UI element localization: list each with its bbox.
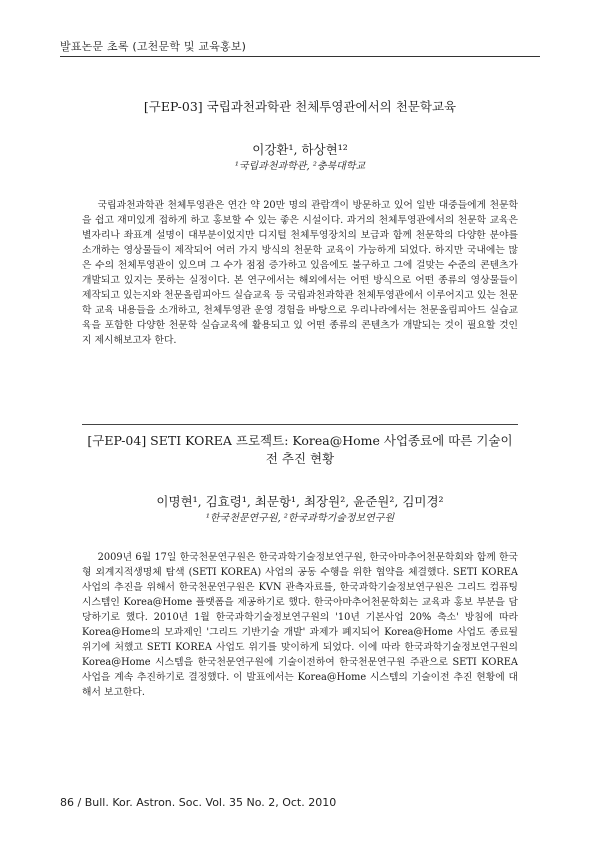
abstract-authors: 이강환¹, 하상현¹² — [252, 142, 348, 157]
abstract-authors: 이명현¹, 김효령¹, 최문항¹, 최장원², 윤준원², 김미경² — [156, 494, 444, 509]
abstract-title: [구EP-03] 국립과천과학관 천체투영관에서의 천문학교육 — [143, 99, 457, 114]
abstract-affiliations: ¹국립과천과학관, ²충북대학교 — [234, 161, 366, 172]
abstract-ep04 — [82, 432, 518, 700]
abstract-ep03 — [82, 98, 518, 348]
header-rule — [60, 56, 540, 57]
abstract-body: 국립과천과학관 천체투영관은 연간 약 20만 명의 관람객이 방문하고 있어 일반 대중들에게 천문학을 쉽고 재미있게 접하게 하고 홍보할 수 있는 좋은 시설이다. 과거의 천체투영관에서의 천문학 교육은 별자리나 좌표계 설명이 대부분이었지만 디지털 천체투영장치의 보급과 함께 천문학의 다양한 분야를 소개하는 영상물들이 제작되어 여러 가지 방식의 천문학 교육이 가능하게 되었다. 하지만 국내에는 많은 수의 천체투영관이 있으며 그 수가 점점 증가하고 있음에도 불구하고 그에 걸맞는 수준의 콘텐츠가 개발되고 있지는 못하는 실정이다. 본 연구에서는 해외에서는 어떤 방식으로 어떤 종류의 영상물들이 제작되고 있는지와 천문올림피아드 실습교육 등 국립과천과학관 천체투영관에서 이루어지고 있는 천문학 교육 내용들을 소개하고, 천체투영관 운영 경험을 바탕으로 우리나라에서는 천문올림피아드 실습교육을 포함한 다양한 천문학 실습교육에 활용되고 있 어떤 종류의 콘텐츠가 개발되는 것이 필요할 것인지 제시해보고자 한다. — [82, 200, 518, 346]
section-divider — [82, 424, 518, 425]
abstract-affiliations: ¹한국천문연구원, ²한국과학기술정보연구원 — [205, 513, 395, 524]
abstract-body: 2009년 6월 17일 한국천문연구원은 한국과학기술정보연구원, 한국아마추어천문학회와 함께 한국형 외계지적생명체 탐색 (SETI KOREA) 사업의 공동 수행을 위한 협약을 체결했다. SETI KOREA 사업의 추진을 위해서 한국천문연구원은 KVN 관측자료를, 한국과학기술정보연구원은 그리드 컴퓨팅 시스템인 Korea@Home 플랫폼을 제공하기로 했다. 한국아마추어천문학회는 교육과 홍보 부분을 담당하기로 했다. 2010년 1월 한국과학기술정보연구원의 '10년 기본사업 20% 축소' 방침에 따라 Korea@Home의 모과제인 '그리드 기반기술 개발' 과제가 폐지되어 Korea@Home 사업도 종료될 위기에 처했고 SETI KOREA 사업도 위기를 맞이하게 되었다. 이에 따라 한국과학기술정보연구원의 Korea@Home 시스템을 한국천문연구원에 기술이전하여 한국천문연구원 주관으로 SETI KOREA 사업을 계속 추진하기로 결정했다. 이 발표에서는 Korea@Home 시스템의 기술이전 추진 현황에 대해서 보고한다. — [82, 552, 518, 698]
page-footer: 86 / Bull. Kor. Astron. Soc. Vol. 35 No. 2, Oct. 2010 — [60, 796, 337, 809]
abstract-title: [구EP-04] SETI KOREA 프로젝트: Korea@Home 사업종료에 따른 기술이전 추진 현황 — [87, 433, 513, 466]
running-head: 발표논문 초록 (고천문학 및 교육홍보) — [60, 40, 247, 53]
